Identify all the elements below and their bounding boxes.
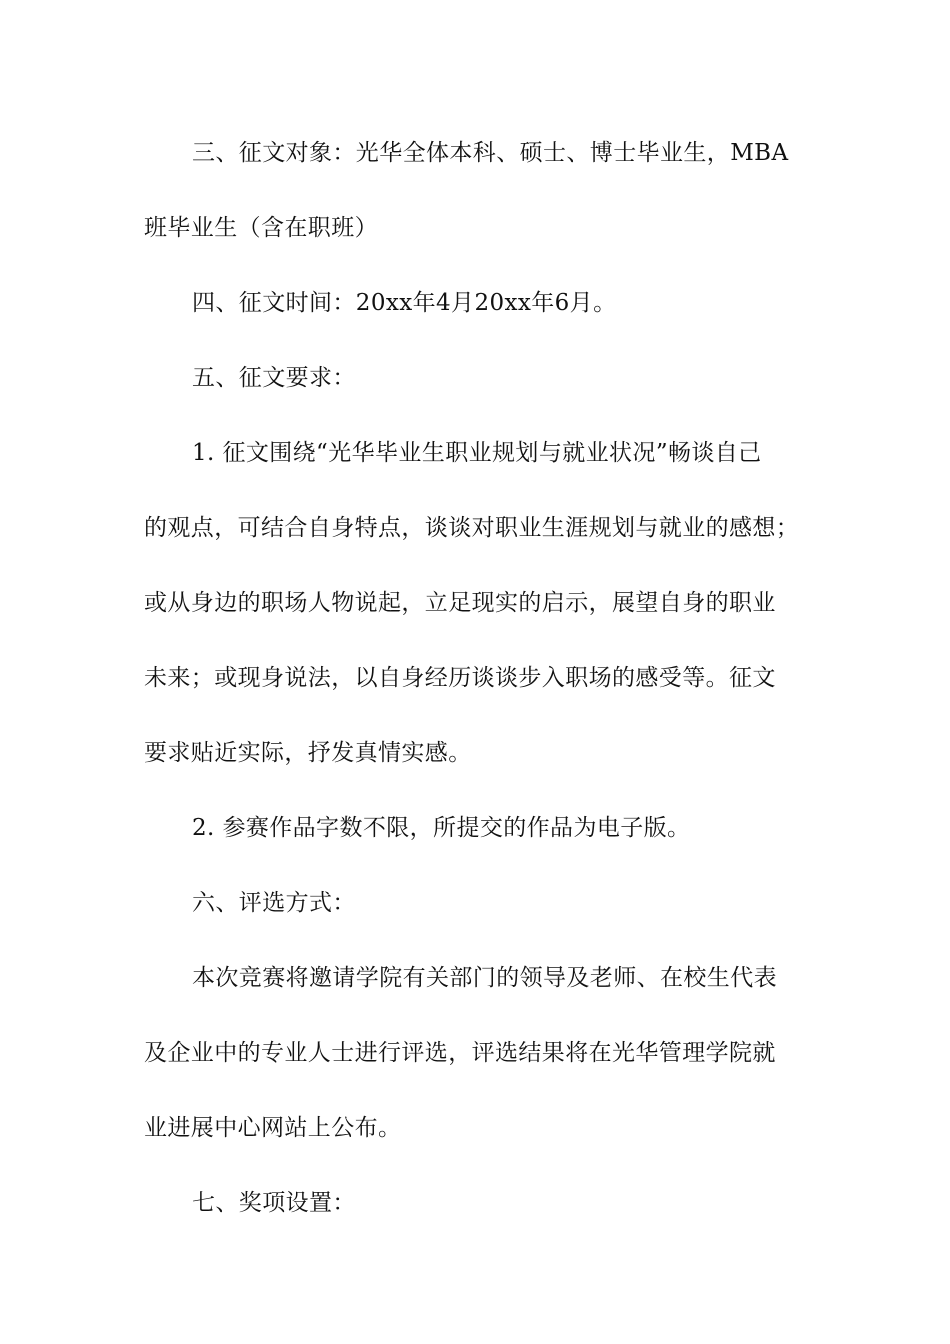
section-5-heading: 五、征文要求： (192, 365, 356, 391)
section-6-heading: 六、评选方式： (192, 890, 356, 916)
selection-paragraph-line-1: 本次竞赛将邀请学院有关部门的领导及老师、在校生代表 (192, 965, 777, 991)
selection-paragraph-line-2: 及企业中的专业人士进行评选，评选结果将在光华管理学院就 (144, 1040, 776, 1066)
requirement-1-line-2: 的观点，可结合自身特点，谈谈对职业生涯规划与就业的感想； (144, 515, 800, 541)
requirement-1-line-3: 或从身边的职场人物说起，立足现实的启示，展望自身的职业 (144, 590, 776, 616)
requirement-1-line-4: 未来；或现身说法，以自身经历谈谈步入职场的感受等。征文 (144, 665, 776, 691)
selection-paragraph-line-3: 业进展中心网站上公布。 (144, 1115, 402, 1141)
requirement-2-line: 2. 参赛作品字数不限，所提交的作品为电子版。 (192, 815, 691, 841)
document-body (144, 126, 820, 1251)
section-3-continuation-line: 班毕业生（含在职班） (144, 215, 378, 241)
section-4-heading-line: 四、征文时间：20xx年4月20xx年6月。 (192, 290, 617, 316)
section-7-heading: 七、奖项设置： (192, 1190, 356, 1216)
requirement-1-line-1: 1. 征文围绕“光华毕业生职业规划与就业状况”畅谈自己 (192, 440, 762, 466)
section-3-heading-line: 三、征文对象：光华全体本科、硕士、博士毕业生，MBA (192, 140, 789, 166)
requirement-1-line-5: 要求贴近实际，抒发真情实感。 (144, 740, 472, 766)
